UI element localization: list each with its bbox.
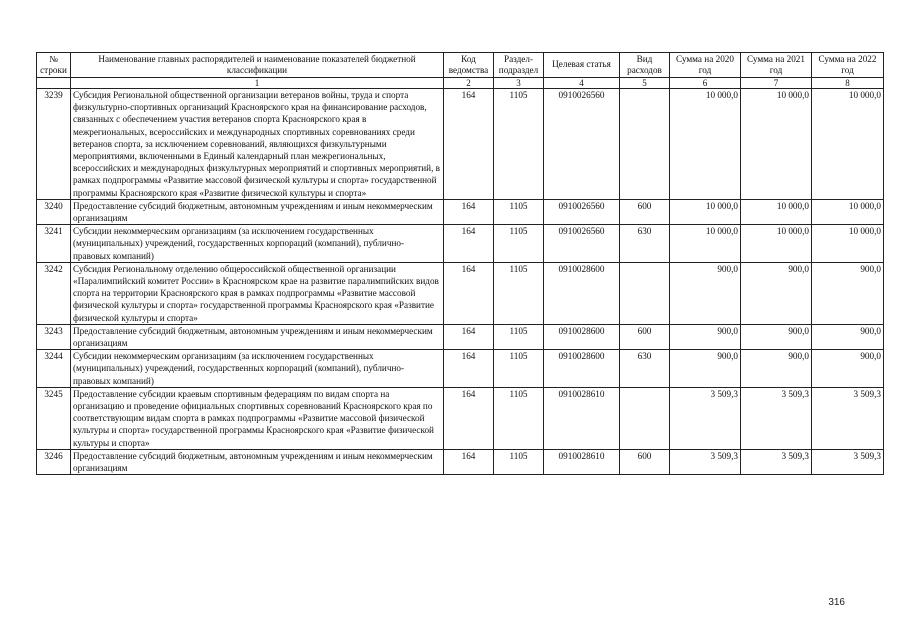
col-number: 5 (620, 78, 670, 89)
table-row (37, 199, 884, 224)
cell-sum-2020: 3 509,3 (670, 387, 741, 449)
table-body (37, 89, 884, 475)
cell-section: 1105 (494, 350, 544, 388)
col-header-name: Наименование главных распорядителей и наименование показателей бюджетной классификации (71, 53, 444, 78)
col-number: 7 (741, 78, 812, 89)
cell-sum-2021: 900,0 (741, 350, 812, 388)
cell-section: 1105 (494, 262, 544, 324)
cell-sum-2022: 10 000,0 (812, 225, 884, 263)
cell-sum-2020: 900,0 (670, 350, 741, 388)
cell-dept-code: 164 (444, 89, 494, 200)
cell-expense-type: 600 (620, 324, 670, 349)
cell-name: Предоставление субсидий бюджетным, автономным учреждениям и иным некоммерческим организациям (71, 199, 444, 224)
cell-target: 0910028600 (544, 350, 620, 388)
cell-row-no: 3239 (37, 89, 71, 200)
cell-sum-2022: 10 000,0 (812, 89, 884, 200)
cell-sum-2021: 10 000,0 (741, 199, 812, 224)
cell-expense-type: 600 (620, 449, 670, 474)
cell-sum-2020: 10 000,0 (670, 199, 741, 224)
cell-section: 1105 (494, 199, 544, 224)
cell-row-no: 3246 (37, 449, 71, 474)
cell-dept-code: 164 (444, 262, 494, 324)
cell-sum-2020: 10 000,0 (670, 89, 741, 200)
cell-dept-code: 164 (444, 199, 494, 224)
cell-sum-2020: 900,0 (670, 324, 741, 349)
col-header-section: Раздел-подраздел (494, 53, 544, 78)
cell-expense-type: 630 (620, 350, 670, 388)
cell-sum-2020: 3 509,3 (670, 449, 741, 474)
cell-section: 1105 (494, 225, 544, 263)
cell-expense-type: 630 (620, 225, 670, 263)
cell-sum-2021: 900,0 (741, 324, 812, 349)
cell-target: 0910028610 (544, 387, 620, 449)
cell-sum-2021: 10 000,0 (741, 225, 812, 263)
cell-row-no: 3241 (37, 225, 71, 263)
cell-name: Предоставление субсидий бюджетным, автономным учреждениям и иным некоммерческим организациям (71, 449, 444, 474)
cell-sum-2021: 10 000,0 (741, 89, 812, 200)
cell-dept-code: 164 (444, 350, 494, 388)
cell-dept-code: 164 (444, 225, 494, 263)
cell-section: 1105 (494, 449, 544, 474)
cell-dept-code: 164 (444, 387, 494, 449)
cell-row-no: 3244 (37, 350, 71, 388)
budget-table (36, 52, 884, 475)
cell-target: 0910026560 (544, 89, 620, 200)
col-number: 8 (812, 78, 884, 89)
cell-sum-2020: 900,0 (670, 262, 741, 324)
col-header-target: Целевая статья (544, 53, 620, 78)
cell-target: 0910028610 (544, 449, 620, 474)
cell-dept-code: 164 (444, 324, 494, 349)
cell-dept-code: 164 (444, 449, 494, 474)
cell-section: 1105 (494, 387, 544, 449)
cell-sum-2022: 900,0 (812, 262, 884, 324)
cell-expense-type: 600 (620, 199, 670, 224)
cell-row-no: 3245 (37, 387, 71, 449)
cell-row-no: 3242 (37, 262, 71, 324)
table-row (37, 324, 884, 349)
cell-target: 0910028600 (544, 262, 620, 324)
cell-name: Предоставление субсидий бюджетным, автономным учреждениям и иным некоммерческим организациям (71, 324, 444, 349)
cell-section: 1105 (494, 324, 544, 349)
col-header-sum-2021: Сумма на 2021 год (741, 53, 812, 78)
table-row (37, 449, 884, 474)
cell-sum-2020: 10 000,0 (670, 225, 741, 263)
cell-sum-2021: 900,0 (741, 262, 812, 324)
cell-sum-2021: 3 509,3 (741, 387, 812, 449)
cell-sum-2022: 3 509,3 (812, 449, 884, 474)
table-row (37, 89, 884, 200)
cell-expense-type (620, 262, 670, 324)
col-number: 6 (670, 78, 741, 89)
cell-name: Предоставление субсидии краевым спортивным федерациям по видам спорта на организацию и проведение официальных спортивных соревнований Красноярского края по соответствующим видам спорта в рамках подпрограммы «Развитие массовой физической культуры и спорта» государственной программы Красноярского края «Развитие физической культуры и спорта» (71, 387, 444, 449)
cell-name: Субсидии некоммерческим организациям (за исключением государственных (муниципальных) учреждений, государственных корпораций (компаний), публично-правовых компаний) (71, 350, 444, 388)
cell-name: Субсидия Региональному отделению общероссийской общественной организации «Паралимпийский комитет России» в Красноярском крае на развитие паралимпийских видов спорта на территории Красноярского края в рамках подпрограммы «Развитие массовой физической культуры и спорта» государственной программы Красноярского края «Развитие физической культуры и спорта» (71, 262, 444, 324)
col-header-row-no: № строки (37, 53, 71, 78)
cell-sum-2022: 10 000,0 (812, 199, 884, 224)
table-row (37, 387, 884, 449)
cell-sum-2022: 900,0 (812, 324, 884, 349)
cell-row-no: 3240 (37, 199, 71, 224)
cell-target: 0910028600 (544, 324, 620, 349)
cell-name: Субсидии некоммерческим организациям (за исключением государственных (муниципальных) учреждений, государственных корпораций (компаний), публично-правовых компаний) (71, 225, 444, 263)
cell-row-no: 3243 (37, 324, 71, 349)
cell-name: Субсидия Региональной общественной организации ветеранов войны, труда и спорта физкультурно-спортивных организаций Красноярского края на финансирование расходов, связанных с обеспечением участия ветеранов спорта Красноярского края в межрегиональных, всероссийских и международных спортивных соревнованиях среди ветеранов спорта, за исключением соревнований, являющихся физкультурными мероприятиями, включенными в Единый календарный план межрегиональных, всероссийских и международных физкультурных мероприятий и спортивных мероприятий, в рамках подпрограммы «Развитие массовой физической культуры и спорта» государственной программы Красноярского края «Развитие физической культуры и спорта» (71, 89, 444, 200)
table-row (37, 225, 884, 263)
col-header-sum-2020: Сумма на 2020 год (670, 53, 741, 78)
cell-target: 0910026560 (544, 225, 620, 263)
col-number: 1 (71, 78, 444, 89)
cell-expense-type (620, 387, 670, 449)
col-header-dept-code: Код ведомства (444, 53, 494, 78)
header-row (37, 53, 884, 78)
cell-sum-2022: 900,0 (812, 350, 884, 388)
col-header-sum-2022: Сумма на 2022 год (812, 53, 884, 78)
col-number: 4 (544, 78, 620, 89)
cell-target: 0910026560 (544, 199, 620, 224)
col-header-expense-type: Вид расходов (620, 53, 670, 78)
cell-sum-2022: 3 509,3 (812, 387, 884, 449)
col-number (37, 78, 71, 89)
table-row (37, 262, 884, 324)
column-number-row (37, 78, 884, 89)
cell-sum-2021: 3 509,3 (741, 449, 812, 474)
col-number: 2 (444, 78, 494, 89)
cell-section: 1105 (494, 89, 544, 200)
table-row (37, 350, 884, 388)
cell-expense-type (620, 89, 670, 200)
page-number: 316 (828, 597, 845, 608)
col-number: 3 (494, 78, 544, 89)
